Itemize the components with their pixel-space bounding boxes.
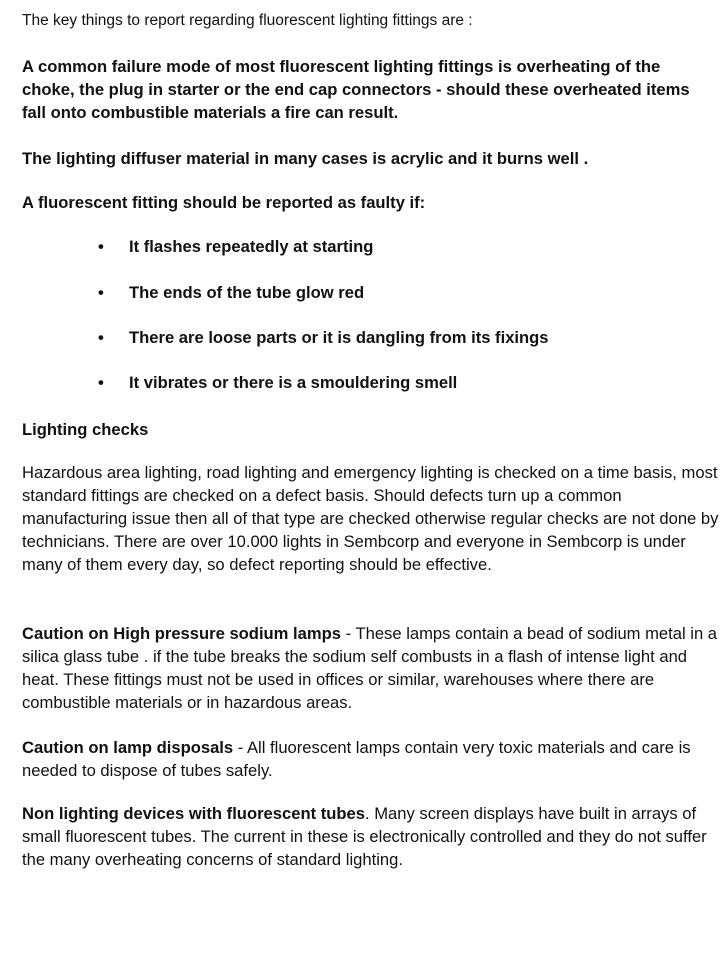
- sodium-caution-body: - These lamps contain a bead of sodium metal in a silica glass tube . if the tube breaks the sodium self combusts in a flash of intense light and heat. These fittings must not be used in offices or similar, warehouses where there are combustible materials or in hazardous areas.: [22, 624, 718, 712]
- lighting-checks-paragraph: Hazardous area lighting, road lighting and emergency lighting is checked on a time basis, most standard fittings are checked on a defect basis. Should defects turn up a common manufacturing issue then all of that type are checked otherwise regular checks are not done by technicians. There are over 10.000 lights in Sembcorp and everyone in Sembcorp is under many of them every day, so defect reporting should be effective.: [22, 463, 719, 574]
- bullet-dot-icon: •: [98, 328, 104, 347]
- bullet-text: It vibrates or there is a smouldering smell: [129, 373, 458, 392]
- disposal-caution-body: - All fluorescent lamps contain very toxic materials and care is needed to dispose of tubes safely.: [22, 738, 691, 780]
- non-lighting-paragraph: [22, 802, 722, 871]
- bullet-text: There are loose parts or it is dangling from its fixings: [129, 328, 549, 347]
- lighting-checks-heading: Lighting checks: [22, 420, 149, 439]
- bullet-text: The ends of the tube glow red: [129, 283, 365, 302]
- bullet-text: It flashes repeatedly at starting: [129, 237, 374, 256]
- diffuser-paragraph: The lighting diffuser material in many cases is acrylic and it burns well .: [22, 149, 589, 168]
- failure-mode-paragraph: A common failure mode of most fluorescent lighting fittings is overheating of the choke, the plug in starter or the end cap connectors - should these overheated items fall onto combustible materials a fire can result.: [22, 57, 690, 122]
- non-lighting-body: . Many screen displays have built in arrays of small fluorescent tubes. The current in these is electronically controlled and they do not suffer the many overheating concerns of standard lighting.: [22, 804, 707, 869]
- sodium-caution-lead: Caution on High pressure sodium lamps: [22, 624, 342, 643]
- bullet-dot-icon: •: [98, 237, 104, 256]
- faulty-intro-paragraph: A fluorescent fitting should be reported as faulty if:: [22, 193, 426, 212]
- bullet-dot-icon: •: [98, 283, 104, 302]
- sodium-caution-paragraph: [22, 622, 722, 714]
- bullet-dot-icon: •: [98, 373, 104, 392]
- intro-line: The key things to report regarding fluorescent lighting fittings are :: [22, 12, 473, 29]
- non-lighting-lead: Non lighting devices with fluorescent tubes: [22, 804, 365, 823]
- disposal-caution-lead: Caution on lamp disposals: [22, 738, 234, 757]
- disposal-caution-paragraph: [22, 736, 722, 782]
